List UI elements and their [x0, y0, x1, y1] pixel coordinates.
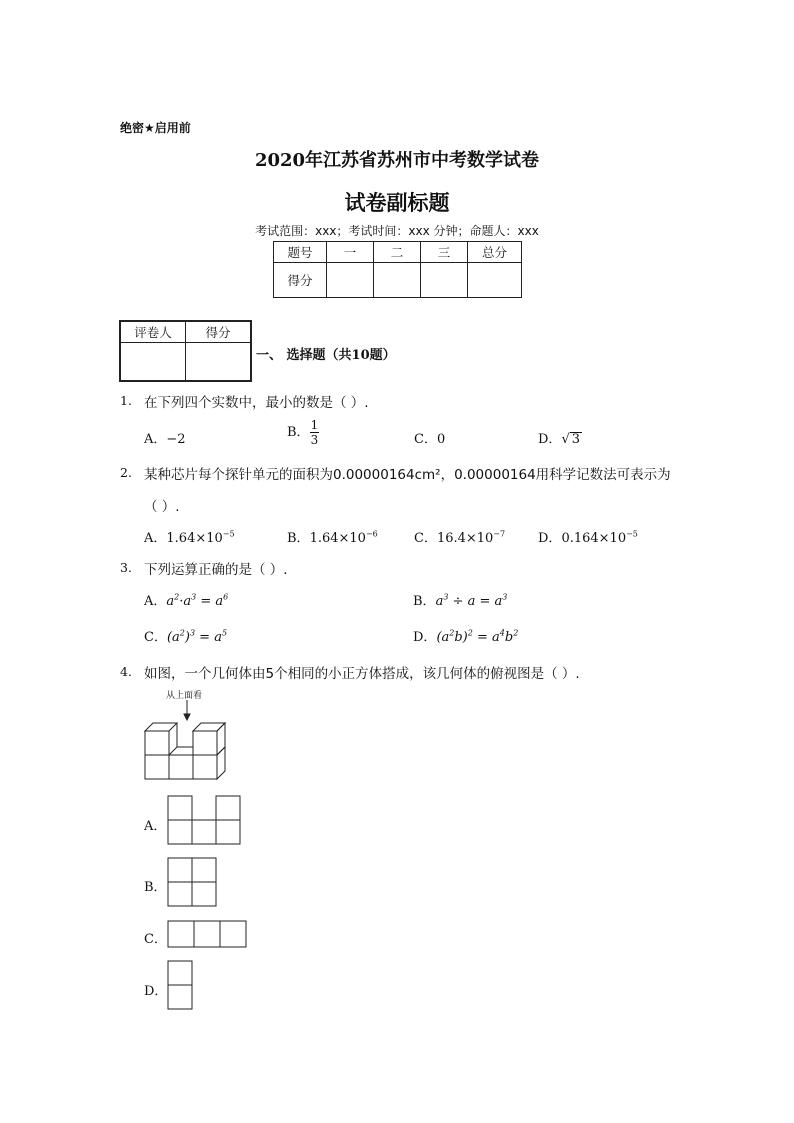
- option-b: B．: [144, 880, 167, 895]
- option-a-view: [167, 795, 241, 845]
- score-row-label: 得分: [274, 263, 327, 298]
- question-text: 在下列四个实数中，最小的数是（ ）.: [144, 395, 369, 411]
- score-header-cell: 一: [327, 242, 374, 263]
- option-a: A．$a^2\cdot a^3 = a^6$: [144, 592, 229, 609]
- formula: $a^3 \div a = a^3$: [435, 592, 508, 609]
- exam-info: 考试范围：xxx；考试时间：xxx 分钟；命题人：xxx: [255, 224, 539, 238]
- formula: $(a^2)^3 = a^5$: [166, 628, 228, 645]
- option-a: A．$1.64\times 10^{-5}$: [144, 529, 235, 546]
- question-text: 下列运算正确的是（ ）.: [144, 562, 288, 578]
- exam-subtitle: 试卷副标题: [344, 191, 450, 215]
- score-cell: [421, 263, 468, 298]
- grader-header-cell: 评卷人: [120, 321, 186, 343]
- question-text: 如图，一个几何体由5个相同的小正方体搭成，该几何体的俯视图是（ ）.: [144, 666, 580, 682]
- option-c-view: [167, 920, 249, 948]
- question-number: 1.: [120, 393, 132, 408]
- question-number: 4.: [120, 664, 132, 679]
- option-b-view: [167, 857, 217, 907]
- option-c: C．$16.4\times 10^{-7}$: [414, 529, 506, 546]
- score-header-cell: 总分: [468, 242, 522, 263]
- score-cell: [468, 263, 522, 298]
- score-header-cell: 题号: [274, 242, 327, 263]
- figure-note: 从上面看: [166, 691, 203, 701]
- option-b: B． $\frac{1}{3}$: [287, 418, 319, 447]
- cube-figure: [140, 700, 240, 790]
- option-d: D．: [144, 984, 168, 999]
- formula: $(a^2b)^2 = a^4b^2$: [436, 628, 519, 645]
- sqrt-sign: √: [561, 432, 570, 447]
- exam-title: 2020年江苏省苏州市中考数学试卷: [254, 150, 540, 171]
- score-cell: [327, 263, 374, 298]
- score-header-cell: 二: [374, 242, 421, 263]
- option-d: D．$0.164\times 10^{-5}$: [538, 529, 638, 546]
- option-d: D．$(a^2b)^2 = a^4b^2$: [413, 628, 519, 645]
- grader-cell: [120, 343, 186, 382]
- option-a: A．: [144, 819, 167, 834]
- confidential-mark: 绝密★启用前: [120, 121, 191, 135]
- option-d-view: [167, 960, 193, 1010]
- option-b: B．$a^3 \div a = a^3$: [413, 592, 508, 609]
- question-text: 某种芯片每个探针单元的面积为0.00000164cm²，0.00000164用科学记数法可表示为: [144, 467, 671, 483]
- formula: $a^2\cdot a^3 = a^6$: [166, 592, 229, 609]
- option-c: C．: [144, 932, 167, 947]
- option-d: D．√ 3: [538, 432, 581, 447]
- option-b: B．$1.64\times 10^{-6}$: [287, 529, 378, 546]
- score-table: [273, 241, 522, 298]
- score-cell: [374, 263, 421, 298]
- question-number: 3.: [120, 560, 132, 575]
- grader-cell: [186, 343, 252, 382]
- section-heading: 一、 选择题（共10题）: [256, 348, 396, 363]
- option-a: A．−2: [144, 432, 186, 447]
- question-number: 2.: [120, 465, 132, 480]
- score-header-cell: 三: [421, 242, 468, 263]
- grader-header-cell: 得分: [186, 321, 252, 343]
- option-c: C．0: [414, 432, 446, 447]
- grader-table: [119, 320, 252, 382]
- question-text-cont: （ ）.: [144, 499, 180, 515]
- option-c: C．$(a^2)^3 = a^5$: [144, 628, 228, 645]
- fraction: $\frac{1}{3}$: [310, 418, 319, 447]
